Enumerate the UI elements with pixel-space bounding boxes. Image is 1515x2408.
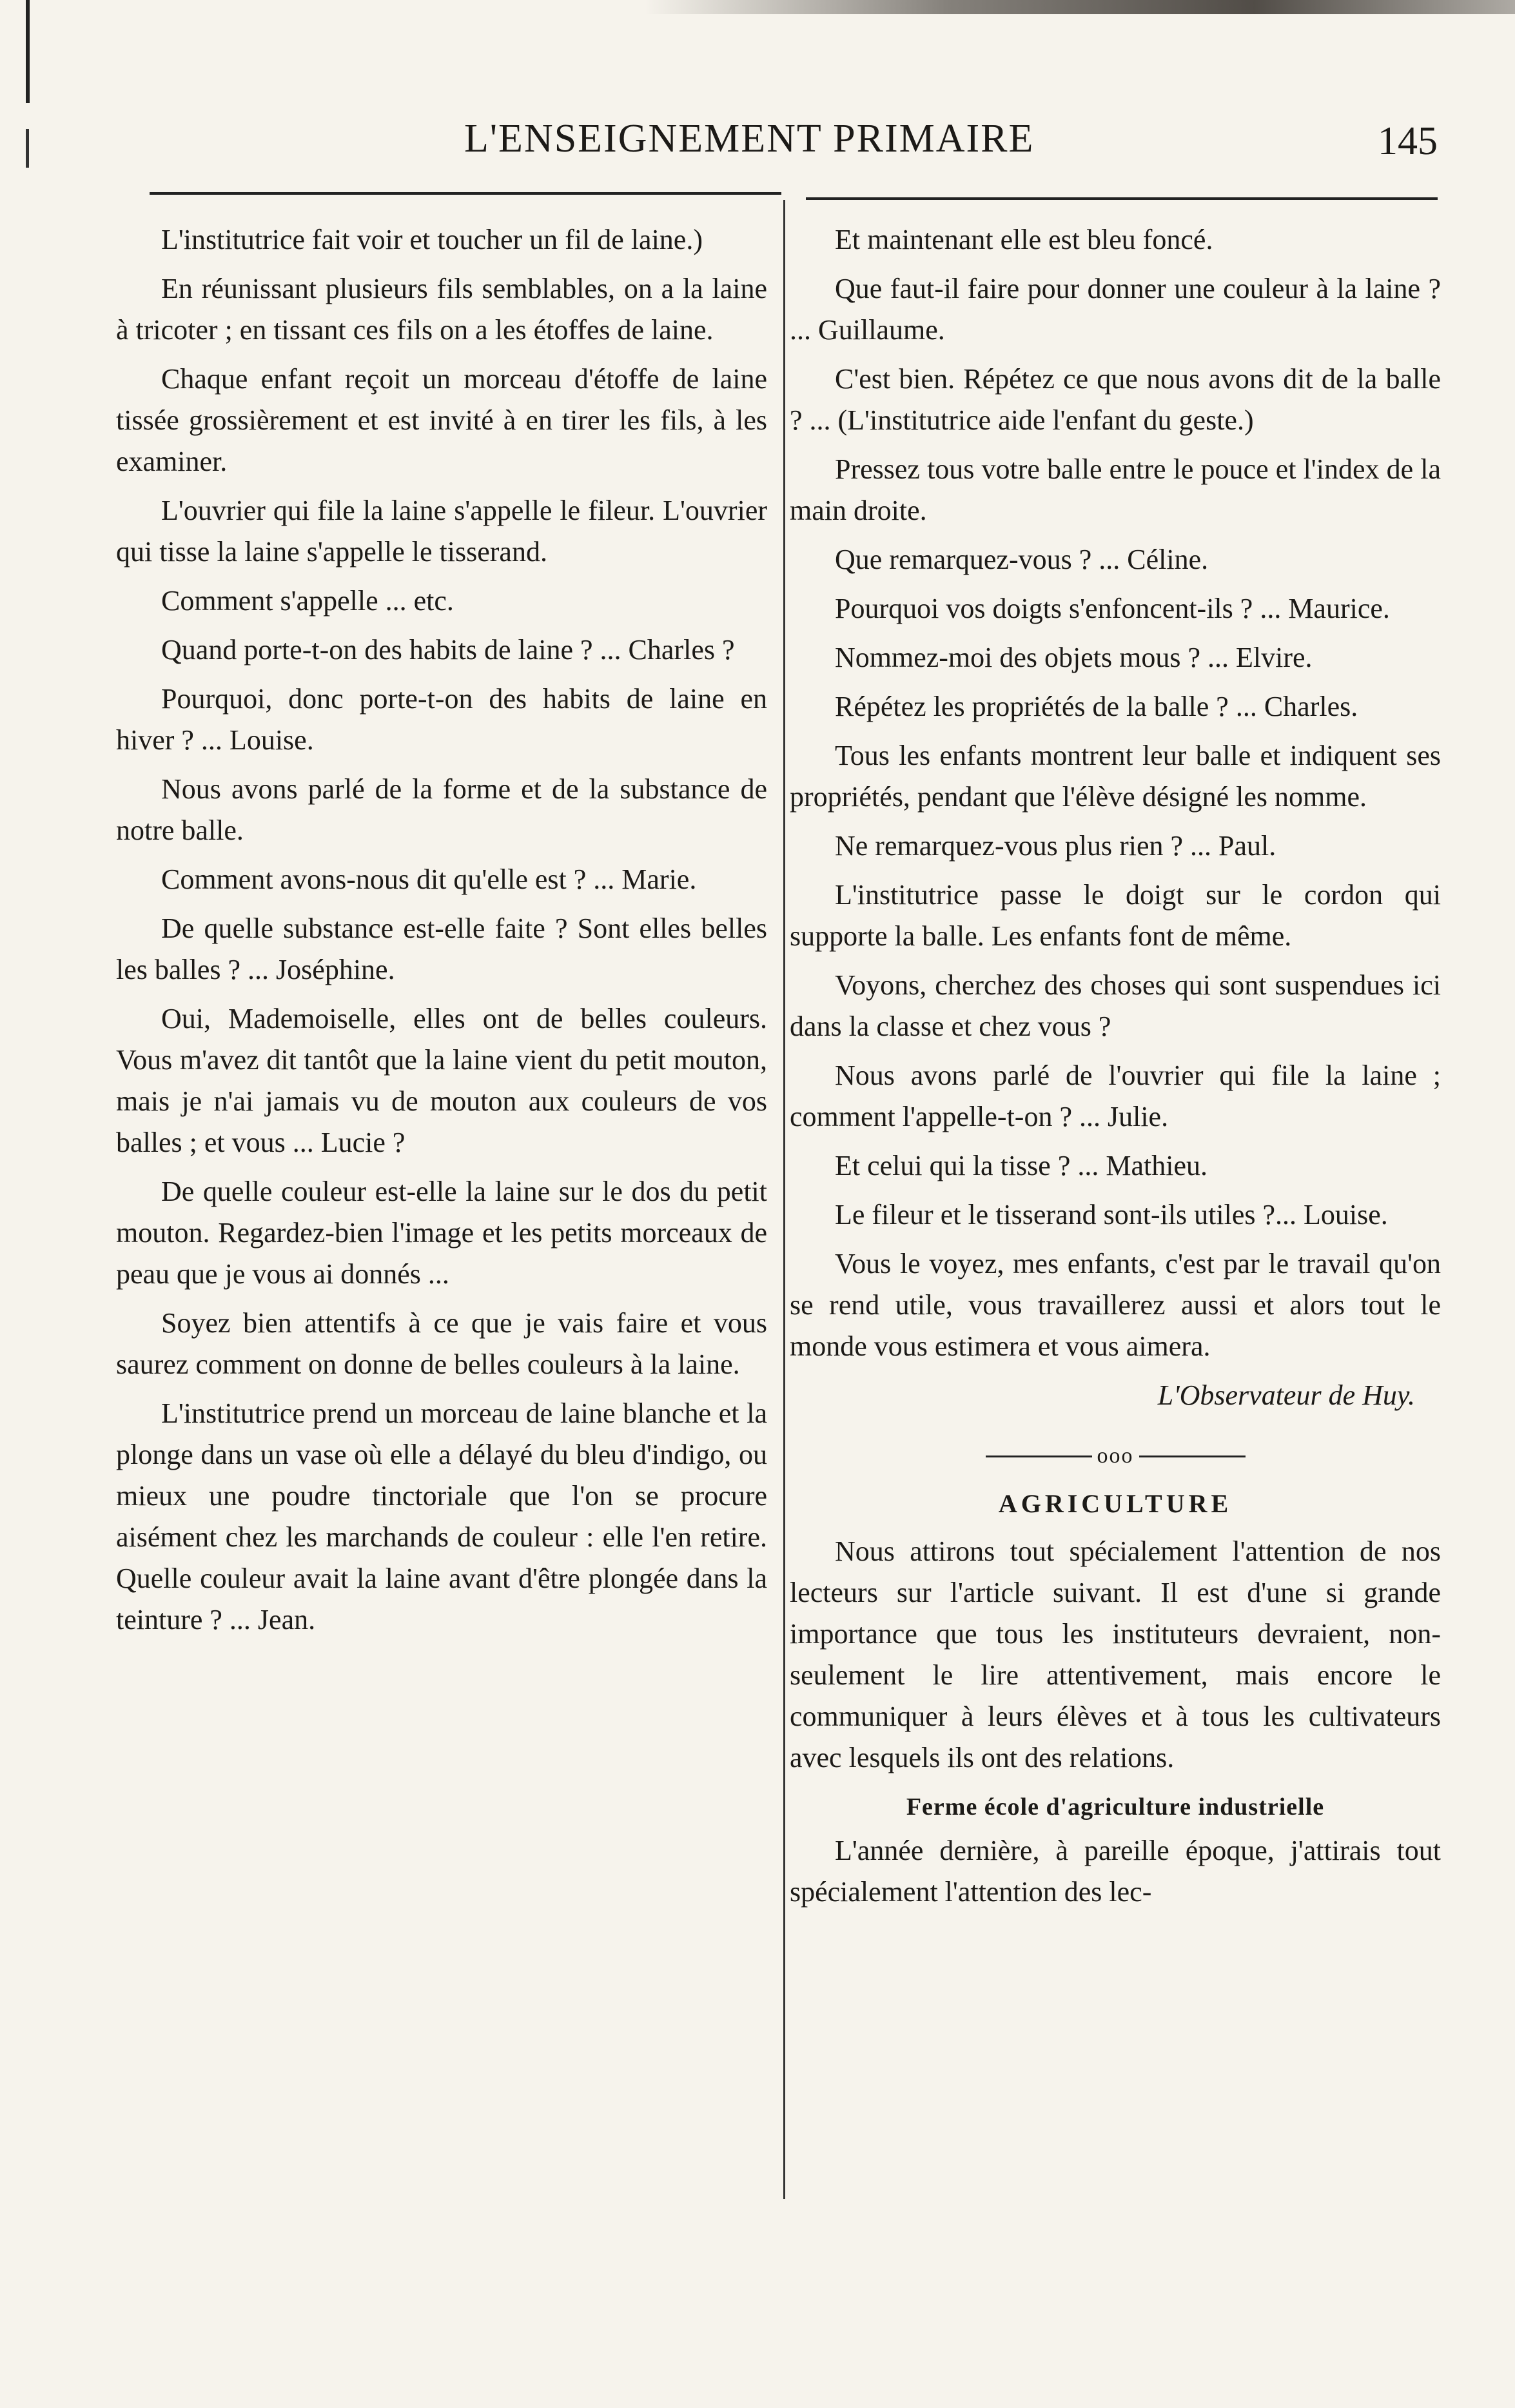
- paragraph: En réunissant plusieurs fils semblables, on a la laine à tricoter ; en tissant ces fils on a les étoffes de laine.: [116, 273, 767, 346]
- paragraph: Quand porte-t-on des habits de laine ? ... Charles ?: [161, 634, 735, 666]
- paragraph: L'institutrice prend un morceau de laine blanche et la plonge dans un vase où elle a délayé du bleu d'indigo, ou mieux une poudre tinctoriale que l'on se procure aisément chez les marchands de couleur : elle l'en retire. Quelle couleur avait la laine avant d'être plongée dans la teinture ? ... Jean.: [116, 1397, 767, 1635]
- column-divider: [783, 200, 785, 2199]
- running-title: L'ENSEIGNEMENT PRIMAIRE: [464, 117, 1035, 161]
- paragraph: Nous avons parlé de l'ouvrier qui file la laine ; comment l'appelle-t-on ? ... Julie.: [790, 1060, 1441, 1132]
- paragraph: Comment avons-nous dit qu'elle est ? ... Marie.: [161, 864, 697, 895]
- paragraph: Tous les enfants montrent leur balle et indiquent ses propriétés, pendant que l'élève désigné les nomme.: [790, 740, 1441, 813]
- separator-rule: [986, 1456, 1092, 1457]
- paragraph: L'institutrice fait voir et toucher un fil de laine.): [161, 224, 703, 255]
- paragraph: Chaque enfant reçoit un morceau d'étoffe de laine tissée grossièrement et est invité à en tirer les fils, à les examiner.: [116, 363, 767, 477]
- paragraph: Pourquoi vos doigts s'enfoncent-ils ? ... Maurice.: [835, 593, 1390, 624]
- article-signature: L'Observateur de Huy.: [1157, 1379, 1415, 1411]
- paragraph: Pourquoi, donc porte-t-on des habits de laine en hiver ? ... Louise.: [116, 683, 767, 756]
- paragraph: Nommez-moi des objets mous ? ... Elvire.: [835, 642, 1313, 673]
- section-separator: [790, 1436, 1441, 1477]
- paragraph: C'est bien. Répétez ce que nous avons dit de la balle ? ... (L'institutrice aide l'enfant du geste.): [790, 363, 1441, 436]
- separator-rule: [1139, 1456, 1246, 1457]
- paragraph: Vous le voyez, mes enfants, c'est par le travail qu'on se rend utile, vous travaillerez aussi et alors tout le monde vous estimera et vous aimera.: [790, 1248, 1441, 1362]
- paragraph: Nous attirons tout spécialement l'attention de nos lecteurs sur l'article suivant. Il est d'une si grande importance que tous les instituteurs devraient, non-seulement le lire attentivement, mais encore le communiquer à leurs élèves et à tous les cultivateurs avec lesquels ils ont des relations.: [790, 1535, 1441, 1773]
- paragraph: Nous avons parlé de la forme et de la substance de notre balle.: [116, 773, 767, 846]
- separator-mark: ooo: [1097, 1444, 1134, 1468]
- paragraph: Le fileur et le tisserand sont-ils utiles ?... Louise.: [835, 1199, 1388, 1230]
- page-number: 145: [1378, 119, 1438, 163]
- paragraph: L'année dernière, à pareille époque, j'attirais tout spécialement l'attention des lec-: [790, 1835, 1441, 1908]
- header-rule: [806, 197, 1438, 200]
- paragraph: Pressez tous votre balle entre le pouce et l'index de la main droite.: [790, 453, 1441, 526]
- paragraph: Ne remarquez-vous plus rien ? ... Paul.: [835, 830, 1276, 862]
- paragraph: L'ouvrier qui file la laine s'appelle le fileur. L'ouvrier qui tisse la laine s'appelle le tisserand.: [116, 495, 767, 567]
- paragraph: De quelle couleur est-elle la laine sur le dos du petit mouton. Regardez-bien l'image et les petits morceaux de peau que je vous ai donnés ...: [116, 1176, 767, 1290]
- paragraph: Oui, Mademoiselle, elles ont de belles couleurs. Vous m'avez dit tantôt que la laine vient du petit mouton, mais je n'ai jamais vu de mouton aux couleurs de vos balles ; et vous ... Lucie ?: [116, 1003, 767, 1158]
- paragraph: De quelle substance est-elle faite ? Sont elles belles les balles ? ... Joséphine.: [116, 913, 767, 985]
- paragraph: Et maintenant elle est bleu foncé.: [835, 224, 1213, 255]
- paragraph: Que remarquez-vous ? ... Céline.: [835, 544, 1209, 575]
- subsection-title: Ferme école d'agriculture industrielle: [906, 1793, 1325, 1821]
- paragraph: Voyons, cherchez des choses qui sont suspendues ici dans la classe et chez vous ?: [790, 969, 1441, 1042]
- paragraph: Répétez les propriétés de la balle ? ... Charles.: [835, 691, 1358, 722]
- running-header: [0, 116, 1515, 168]
- scan-margin-mark: [26, 0, 30, 103]
- section-title: AGRICULTURE: [998, 1489, 1233, 1518]
- left-column: [116, 219, 767, 1648]
- paragraph: Comment s'appelle ... etc.: [161, 585, 454, 617]
- paragraph: Et celui qui la tisse ? ... Mathieu.: [835, 1150, 1207, 1181]
- right-column: [790, 219, 1441, 1920]
- header-rule: [150, 192, 781, 195]
- paragraph: Que faut-il faire pour donner une couleur à la laine ? ... Guillaume.: [790, 273, 1441, 346]
- scan-edge-smudge: [645, 0, 1515, 14]
- paragraph: L'institutrice passe le doigt sur le cordon qui supporte la balle. Les enfants font de même.: [790, 879, 1441, 952]
- paragraph: Soyez bien attentifs à ce que je vais faire et vous saurez comment on donne de belles couleurs à la laine.: [116, 1307, 767, 1380]
